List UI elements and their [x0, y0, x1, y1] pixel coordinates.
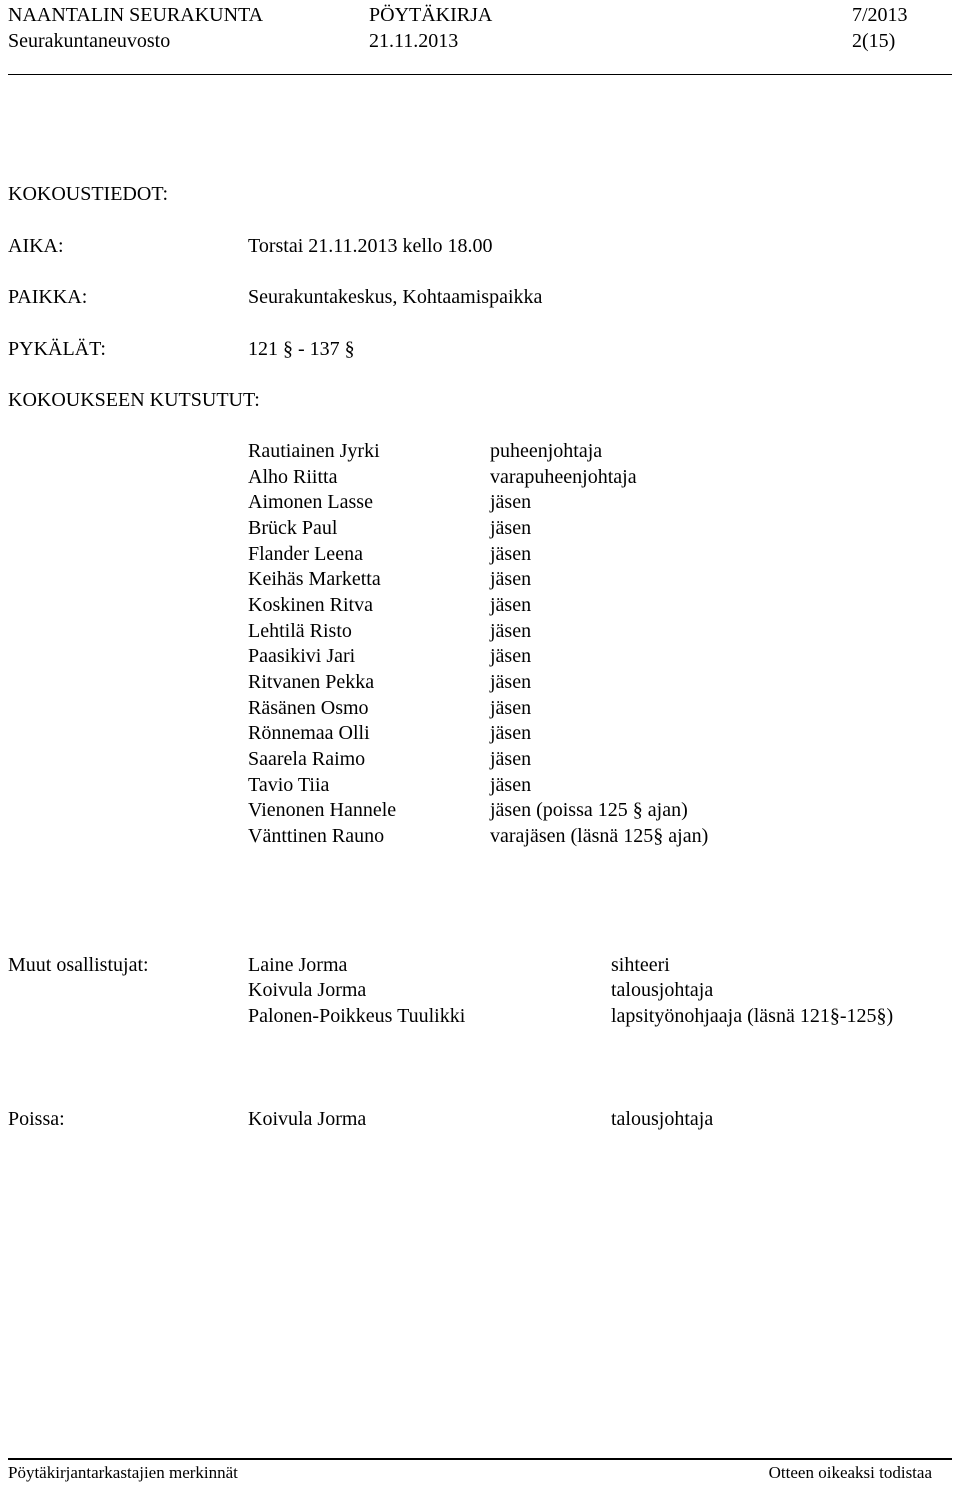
others-label: Muut osallistujat:	[8, 954, 149, 976]
absent-name: Koivula Jorma	[248, 1108, 367, 1130]
header-divider	[8, 74, 952, 75]
member-name: Keihäs Marketta	[248, 568, 381, 590]
member-role: jäsen	[490, 645, 532, 667]
member-name: Lehtilä Risto	[248, 620, 352, 642]
member-name: Rönnemaa Olli	[248, 722, 370, 744]
member-role: jäsen (poissa 125 § ajan)	[490, 799, 688, 821]
member-role: jäsen	[490, 517, 532, 539]
member-role: jäsen	[490, 620, 532, 642]
member-name: Brück Paul	[248, 517, 338, 539]
meeting-date: 21.11.2013	[369, 30, 459, 52]
footer-divider	[8, 1458, 952, 1460]
time-label: AIKA:	[8, 235, 64, 257]
section-title: KOKOUSTIEDOT:	[8, 183, 169, 205]
member-name: Vienonen Hannele	[248, 799, 397, 821]
member-role: jäsen	[490, 748, 532, 770]
member-role: jäsen	[490, 774, 532, 796]
member-name: Aimonen Lasse	[248, 491, 373, 513]
time-value: Torstai 21.11.2013 kello 18.00	[248, 235, 493, 257]
place-value: Seurakuntakeskus, Kohtaamispaikka	[248, 286, 543, 308]
absent-label: Poissa:	[8, 1108, 65, 1130]
member-name: Rautiainen Jyrki	[248, 440, 380, 462]
member-role: puheenjohtaja	[490, 440, 603, 462]
member-name: Vänttinen Rauno	[248, 825, 385, 847]
member-name: Saarela Raimo	[248, 748, 366, 770]
member-role: jäsen	[490, 568, 532, 590]
member-name: Tavio Tiia	[248, 774, 330, 796]
place-label: PAIKKA:	[8, 286, 88, 308]
document-type: PÖYTÄKIRJA	[369, 4, 493, 26]
member-role: jäsen	[490, 543, 532, 565]
page-number: 2(15)	[852, 30, 896, 52]
sections-label: PYKÄLÄT:	[8, 338, 106, 360]
member-role: varajäsen (läsnä 125§ ajan)	[490, 825, 709, 847]
document-number: 7/2013	[852, 4, 908, 26]
member-role: jäsen	[490, 671, 532, 693]
member-role: jäsen	[490, 697, 532, 719]
member-name: Ritvanen Pekka	[248, 671, 375, 693]
member-name: Alho Riitta	[248, 466, 338, 488]
footer-left: Pöytäkirjantarkastajien merkinnät	[8, 1463, 238, 1482]
member-name: Flander Leena	[248, 543, 363, 565]
member-role: jäsen	[490, 594, 532, 616]
participant-role: sihteeri	[611, 954, 670, 976]
participant-name: Laine Jorma	[248, 954, 348, 976]
participant-name: Koivula Jorma	[248, 979, 367, 1001]
member-name: Koskinen Ritva	[248, 594, 373, 616]
invited-label: KOKOUKSEEN KUTSUTUT:	[8, 389, 260, 411]
participant-role: lapsityönohjaaja (läsnä 121§-125§)	[611, 1005, 894, 1027]
member-name: Räsänen Osmo	[248, 697, 369, 719]
footer-right: Otteen oikeaksi todistaa	[768, 1463, 932, 1482]
sections-value: 121 § - 137 §	[248, 338, 355, 360]
org-name: NAANTALIN SEURAKUNTA	[8, 4, 264, 26]
governing-body: Seurakuntaneuvosto	[8, 30, 171, 52]
participant-name: Palonen-Poikkeus Tuulikki	[248, 1005, 466, 1027]
member-role: jäsen	[490, 491, 532, 513]
participant-role: talousjohtaja	[611, 979, 714, 1001]
member-role: jäsen	[490, 722, 532, 744]
absent-role: talousjohtaja	[611, 1108, 714, 1130]
member-role: varapuheenjohtaja	[490, 466, 637, 488]
member-name: Paasikivi Jari	[248, 645, 356, 667]
